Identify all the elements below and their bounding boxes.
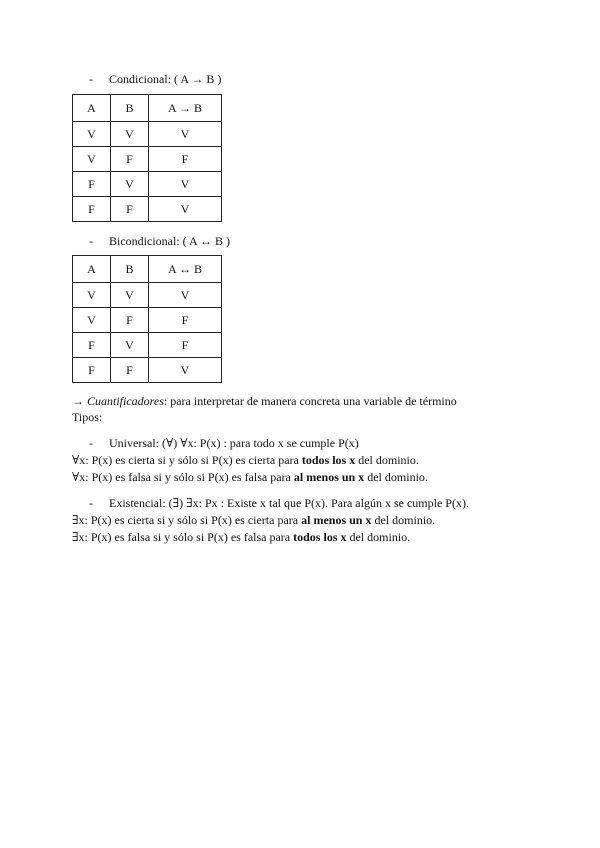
bullet: - <box>89 436 93 450</box>
bullet: - <box>89 496 93 510</box>
term: Cuantificadores <box>87 394 164 408</box>
column-header: A <box>73 256 111 283</box>
table-row <box>73 122 222 147</box>
table-cell: V <box>149 122 222 147</box>
table-cell: F <box>111 358 149 383</box>
header-row <box>73 95 222 122</box>
bullet: - <box>89 234 93 248</box>
text: del dominio. <box>371 513 436 527</box>
condicional-heading <box>89 72 221 86</box>
text: ∃x: P(x) es falsa si y sólo si P(x) es falsa para <box>72 530 294 544</box>
table-cell: V <box>111 333 149 358</box>
existencial-heading <box>89 496 469 510</box>
bold-text: al menos un x <box>301 513 372 527</box>
text: del dominio. <box>364 470 428 484</box>
table-row <box>73 172 222 197</box>
heading-text: Existencial: (∃) ∃x: Px : Existe x tal que P(x). Para algún x se cumple P(x). <box>109 496 469 510</box>
cuantificadores-line <box>72 394 457 408</box>
bicondicional-truth-table <box>72 255 222 383</box>
universal-heading <box>89 436 359 450</box>
table-cell: V <box>149 358 222 383</box>
table-cell: F <box>149 147 222 172</box>
condicional-truth-table <box>72 94 222 222</box>
bold-text: todos los x <box>293 530 347 544</box>
heading-text: Universal: (∀) ∀x: P(x) : para todo x se cumple P(x) <box>109 436 359 450</box>
table-cell: V <box>111 283 149 308</box>
text: del dominio. <box>346 530 411 544</box>
table-cell: V <box>73 122 111 147</box>
table-cell: V <box>73 147 111 172</box>
bullet: - <box>89 72 93 86</box>
column-header: A <box>73 95 111 122</box>
heading-text: Condicional: ( A → B ) <box>109 72 222 86</box>
bold-text: todos los x <box>301 453 356 467</box>
header-row <box>73 256 222 283</box>
text: ∃x: P(x) es cierta si y sólo si P(x) es cierta para <box>72 513 302 527</box>
table-cell: F <box>73 172 111 197</box>
text: ∀x: P(x) es falsa si y sólo si P(x) es falsa para <box>72 470 294 484</box>
table-cell: F <box>149 333 222 358</box>
column-header: A → B <box>149 95 222 122</box>
table-cell: V <box>149 172 222 197</box>
table-row <box>73 283 222 308</box>
table-cell: V <box>73 283 111 308</box>
heading-text: Bicondicional: ( A ↔ B ) <box>109 234 230 248</box>
column-header: A ↔ B <box>149 256 222 283</box>
table-cell: V <box>111 122 149 147</box>
text: del dominio. <box>355 453 419 467</box>
table-cell: F <box>73 333 111 358</box>
table-cell: V <box>149 197 222 222</box>
table-row <box>73 197 222 222</box>
table-cell: F <box>73 197 111 222</box>
universal-line-2 <box>72 470 428 484</box>
column-header: B <box>111 95 149 122</box>
table-cell: F <box>149 308 222 333</box>
table-cell: V <box>111 172 149 197</box>
arrow: → <box>72 394 87 408</box>
tipos-label: Tipos: <box>72 410 103 424</box>
table-cell: F <box>111 308 149 333</box>
column-header: B <box>111 256 149 283</box>
universal-line-1 <box>72 453 419 467</box>
table-cell: F <box>111 147 149 172</box>
table-row <box>73 147 222 172</box>
table-cell: V <box>149 283 222 308</box>
existencial-line-2 <box>72 530 410 544</box>
bold-text: al menos un x <box>293 470 365 484</box>
table-cell: F <box>111 197 149 222</box>
table-cell: F <box>73 358 111 383</box>
text: ∀x: P(x) es cierta si y sólo si P(x) es cierta para <box>72 453 302 467</box>
bicondicional-heading <box>89 234 230 248</box>
table-row <box>73 358 222 383</box>
table-row <box>73 308 222 333</box>
existencial-line-1 <box>72 513 435 527</box>
table-cell: V <box>73 308 111 333</box>
table-row <box>73 333 222 358</box>
definition: : para interpretar de manera concreta una variable de término <box>163 394 457 408</box>
